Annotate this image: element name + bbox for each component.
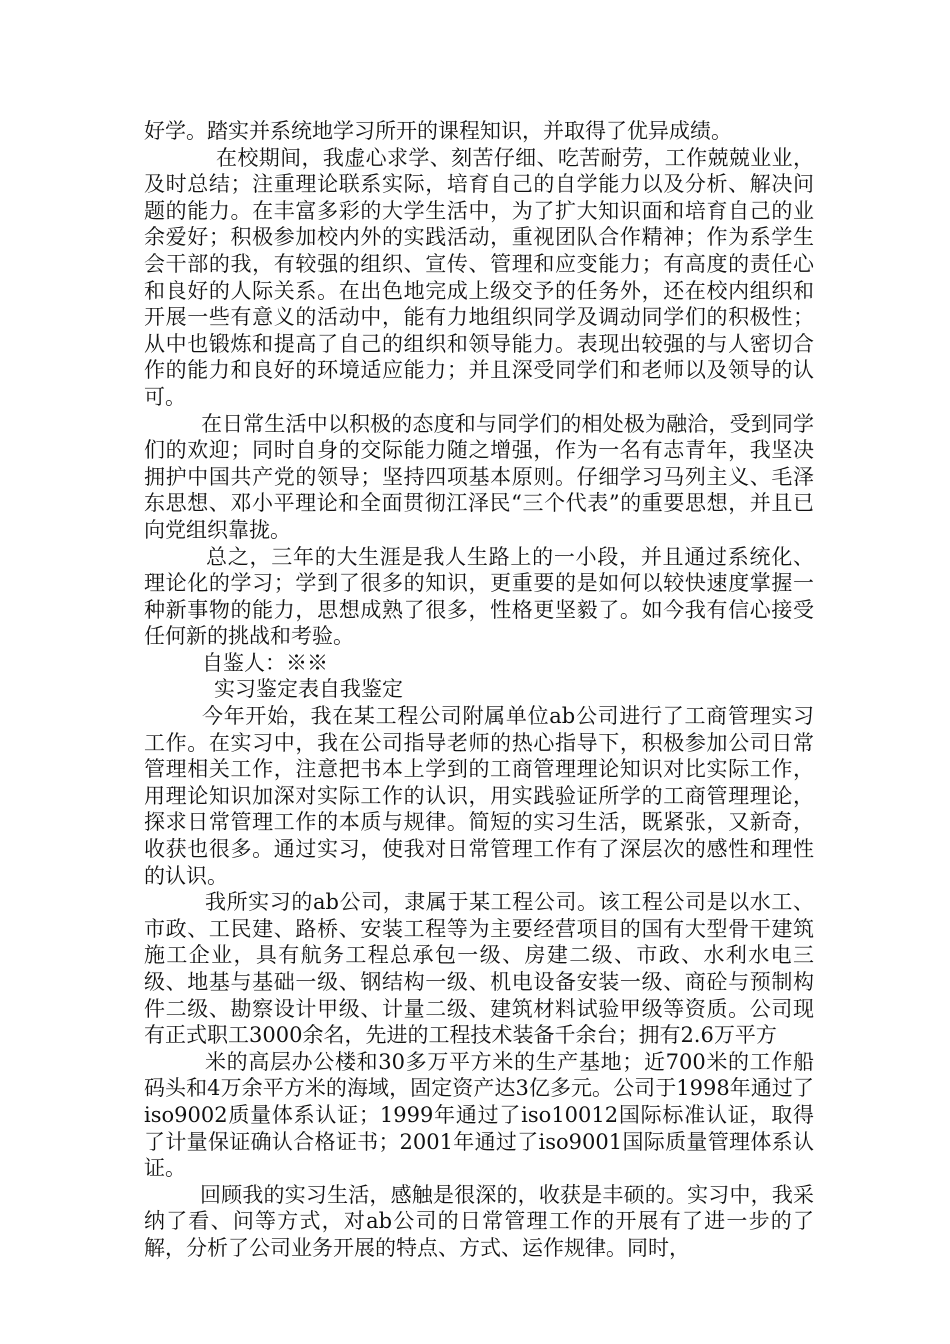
paragraph-company-profile: 我所实习的ab公司，隶属于某工程公司。该工程公司是以水工、市政、工民建、路桥、安装工程等为主要经营项目的国有大型骨干建筑施工企业，具有航务工程总承包一级、房建二级、市政、水利水电三级、地基与基础一级、钢结构一级、机电设备安装一级、商砼与预制构件二级、勘察设计甲级、计量二级、建筑材料试验甲级等资质。公司现有正式职工3000余名，先进的工程技术装备千余台；拥有2.6万平方 bbox=[144, 890, 814, 1048]
paragraph-internship-intro: 今年开始，我在某工程公司附属单位ab公司进行了工商管理实习工作。在实习中，我在公司指导老师的热心指导下，积极参加公司日常管理相关工作，注意把书本上学到的工商管理理论知识对比实际工作，用理论知识加深对实际工作的认识，用实践验证所学的工商管理理论，探求日常管理工作的本质与规律。简短的实习生活，既紧张，又新奇，收获也很多。通过实习，使我对日常管理工作有了深层次的感性和理性的认识。 bbox=[144, 704, 814, 888]
document-body bbox=[144, 118, 814, 1262]
paragraph-study-results: 好学。踏实并系统地学习所开的课程知识，并取得了优异成绩。 bbox=[144, 119, 732, 143]
paragraph-review: 回顾我的实习生活，感触是很深的，收获是丰硕的。实习中，我采纳了看、问等方式，对ab公司的日常管理工作的开展有了进一步的了解，分析了公司业务开展的特点、方式、运作规律。同时， bbox=[144, 1182, 814, 1260]
paragraph-daily-life: 在日常生活中以积极的态度和与同学们的相处极为融洽，受到同学们的欢迎；同时自身的交际能力随之增强，作为一名有志青年，我坚决拥护中国共产党的领导；坚持四项基本原则。仔细学习马列主义、毛泽东思想、邓小平理论和全面贯彻江泽民“三个代表”的重要思想，并且已向党组织靠拢。 bbox=[144, 411, 814, 542]
section-heading: 实习鉴定表自我鉴定 bbox=[214, 677, 403, 702]
paragraph-campus-period: 在校期间，我虚心求学、刻苦仔细、吃苦耐劳，工作兢兢业业，及时总结；注重理论联系实际，培育自己的自学能力以及分析、解决问题的能力。在丰富多彩的大学生活中，为了扩大知识面和培育自己的业余爱好；积极参加校内外的实践活动，重视团队合作精神；作为系学生会干部的我，有较强的组织、宣传、管理和应变能力；有高度的责任心和良好的人际关系。在出色地完成上级交予的任务外，还在校内组织和开展一些有意义的活动中，能有力地组织同学及调动同学们的积极性；从中也锻炼和提高了自己的组织和领导能力。表现出较强的与人密切合作的能力和良好的环境适应能力；并且深受同学们和老师以及领导的认可。 bbox=[144, 145, 814, 409]
paragraph-summary: 总之，三年的大生涯是我人生路上的一小段，并且通过系统化、理论化的学习；学到了很多的知识，更重要的是如何以较快速度掌握一种新事物的能力，思想成熟了很多，性格更坚毅了。如今我有信心接受任何新的挑战和考验。 bbox=[144, 544, 814, 649]
signature-line: 自鉴人：※※ bbox=[202, 650, 328, 675]
paragraph-company-assets: 米的高层办公楼和30多万平方米的生产基地；近700米的工作船码头和4万余平方米的海域，固定资产达3亿多元。公司于1998年通过了iso9002质量体系认证；1999年通过了iso10012国际标准认证，取得了计量保证确认合格证书；2001年通过了iso9001国际质量管理体系认证。 bbox=[144, 1049, 814, 1181]
